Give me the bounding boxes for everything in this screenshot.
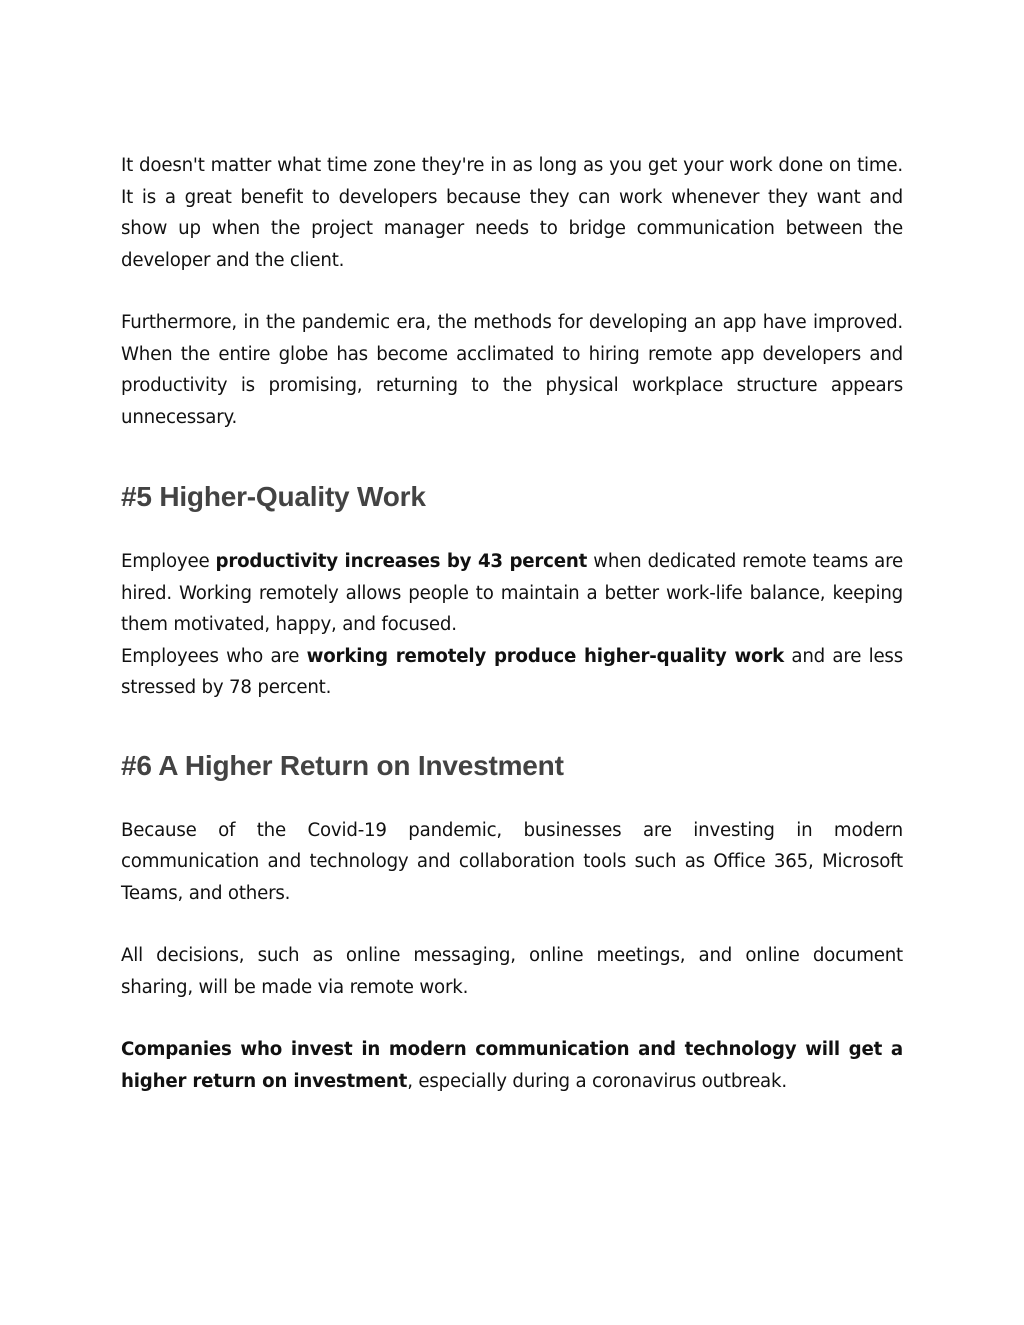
section-5-p2-pre: Employees who are: [121, 645, 307, 667]
section-5-p2-bold: working remotely produce higher-quality work: [306, 645, 785, 667]
intro-paragraph-1: It doesn't matter what time zone they're in as long as you get your work done on time. It is a great benefit to developers because they can work whenever they want and show up when the project manager needs to bridge communication between the developer and the client.: [121, 155, 903, 271]
document-page: [121, 150, 903, 1097]
spacer: [121, 783, 903, 815]
section-5-paragraph-2: [121, 641, 903, 704]
section-5-heading: #5 Higher-Quality Work: [121, 481, 426, 512]
section-6-paragraph-3: [121, 1034, 903, 1097]
section-6-p3-post: , especially during a coronavirus outbreak.: [407, 1070, 787, 1092]
spacer: [121, 909, 903, 940]
section-5-p1-post: when dedicated remote teams are hired. Working remotely allows people to maintain a better work-life balance, keeping them motivated, happy, and focused.: [121, 551, 903, 635]
section-6-paragraph-2: All decisions, such as online messaging, online meetings, and online document sharing, will be made via remote work.: [121, 945, 903, 998]
section-5-p1-bold: productivity increases by 43 percent: [215, 551, 588, 572]
section-5-paragraph-1: [121, 546, 903, 641]
intro-paragraph-2: Furthermore, in the pandemic era, the methods for developing an app have improved. When the entire globe has become acclimated to hiring remote app developers and productivity is promising, returning to the physical workplace structure appears unnecessary.: [121, 312, 903, 428]
spacer: [121, 276, 903, 307]
section-5-p2-post: and are less stressed by 78 percent.: [121, 645, 903, 698]
spacer: [121, 704, 903, 749]
spacer: [121, 514, 903, 546]
spacer: [121, 433, 903, 480]
section-5-p1-pre: Employee: [121, 551, 216, 572]
section-6-paragraph-1: Because of the Covid-19 pandemic, businesses are investing in modern communication and technology and collaboration tools such as Office 365, Microsoft Teams, and others.: [121, 819, 903, 904]
spacer: [121, 1003, 903, 1034]
section-6-heading: #6 A Higher Return on Investment: [121, 749, 564, 781]
section-6-p3-bold: Companies who invest in modern communication and technology will get a higher return on investment: [121, 1039, 903, 1092]
